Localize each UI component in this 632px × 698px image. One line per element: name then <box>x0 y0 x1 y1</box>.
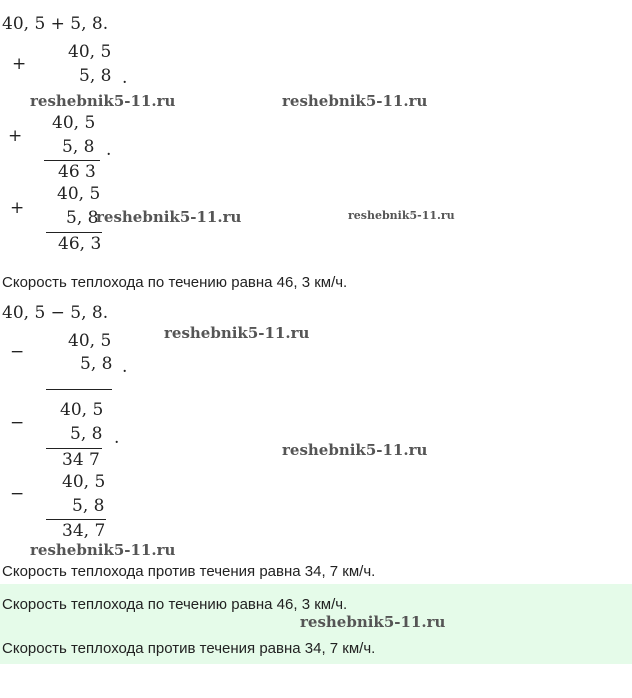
sum-step3-underline <box>46 232 102 233</box>
diff-step1-sign: − <box>10 342 25 362</box>
sum-step2-dot: . <box>106 140 112 160</box>
sum-step3-bottom: 5, 8 <box>66 208 99 228</box>
diff-step3-sign: − <box>10 484 25 504</box>
diff-step2-dot: . <box>114 428 120 448</box>
sum-step2-result: 46 3 <box>58 162 96 182</box>
sum-sentence: Скорость теплохода по течению равна 46, 3 км/ч. <box>2 274 348 291</box>
sum-step3-top: 40, 5 <box>57 184 101 204</box>
diff-step2-underline <box>46 448 102 449</box>
sum-step3-result: 46, 3 <box>58 234 102 254</box>
diff-step2-top: 40, 5 <box>60 400 104 420</box>
watermark: reshebnik5-11.ru <box>164 324 310 342</box>
sum-step1-top: 40, 5 <box>68 42 112 62</box>
watermark: reshebnik5-11.ru <box>348 209 455 222</box>
sum-step2-sign: + <box>8 126 23 146</box>
watermark: reshebnik5-11.ru <box>282 441 428 459</box>
sum-step3-sign: + <box>10 198 25 218</box>
diff-step3-top: 40, 5 <box>62 472 106 492</box>
diff-step1-bottom: 5, 8 <box>80 354 113 374</box>
sum-step1-dot: . <box>122 68 128 88</box>
diff-step2-result: 34 7 <box>62 450 100 470</box>
sum-expression: 40, 5 + 5, 8. <box>2 14 109 34</box>
sum-step2-bottom: 5, 8 <box>62 137 95 157</box>
diff-step3-bottom: 5, 8 <box>72 496 105 516</box>
sum-step1-sign: + <box>12 54 27 74</box>
sum-step2-top: 40, 5 <box>52 113 96 133</box>
answer-line-2: Скорость теплохода против течения равна 34, 7 км/ч. <box>2 640 376 657</box>
diff-step1-underline <box>46 389 112 390</box>
sum-step2-underline <box>44 160 100 161</box>
sum-step1-bottom: 5, 8 <box>79 66 112 86</box>
diff-step2-bottom: 5, 8 <box>70 424 103 444</box>
diff-sentence: Скорость теплохода против течения равна 34, 7 км/ч. <box>2 563 376 580</box>
answer-line-1: Скорость теплохода по течению равна 46, 3 км/ч. <box>2 596 348 613</box>
diff-step3-underline <box>46 519 106 520</box>
watermark: reshebnik5-11.ru <box>30 92 176 110</box>
answer-block <box>0 584 632 664</box>
watermark: reshebnik5-11.ru <box>282 92 428 110</box>
diff-step1-top: 40, 5 <box>68 331 112 351</box>
diff-step3-result: 34, 7 <box>62 521 106 541</box>
diff-step1-dot: . <box>122 357 128 377</box>
watermark: reshebnik5-11.ru <box>96 208 242 226</box>
watermark: reshebnik5-11.ru <box>30 541 176 559</box>
watermark: reshebnik5-11.ru <box>300 613 446 631</box>
diff-step2-sign: − <box>10 413 25 433</box>
diff-expression: 40, 5 − 5, 8. <box>2 303 109 323</box>
